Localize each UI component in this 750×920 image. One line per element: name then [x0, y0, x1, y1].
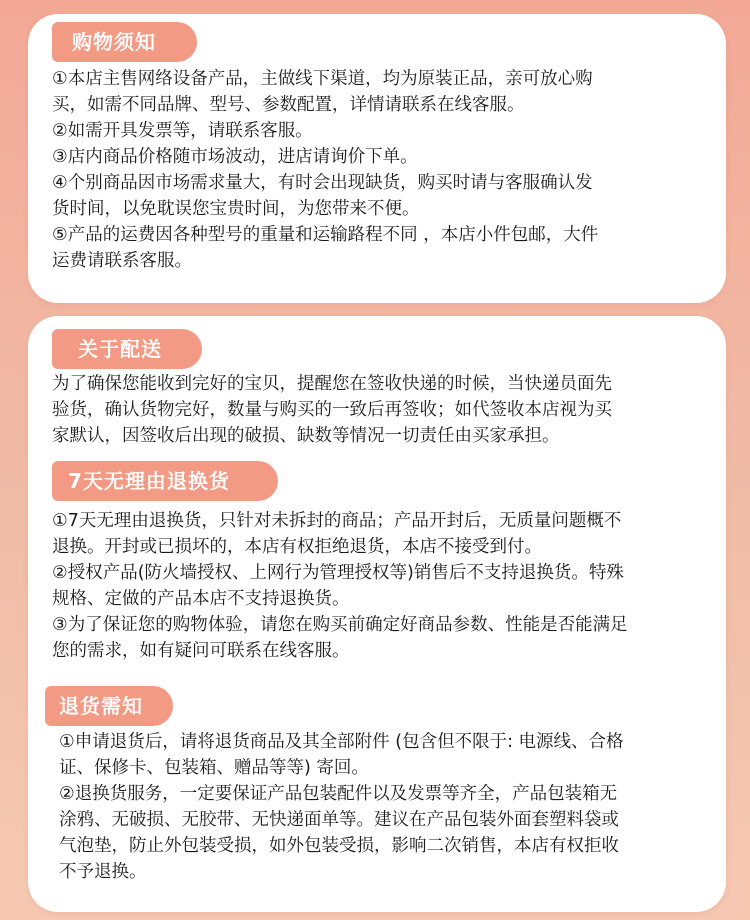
text-line: ⑤产品的运费因各种型号的重量和运输路程不同 ，本店小件包邮，大件	[52, 225, 599, 245]
text-line: 您的需求，如有疑问可联系在线客服。	[52, 641, 350, 661]
text-line: ③为了保证您的购物体验，请您在购买前确定好商品参数、性能是否能满足	[52, 615, 628, 635]
text-line: ①本店主售网络设备产品，主做线下渠道，均为原装正品，亲可放心购	[52, 69, 593, 89]
seven-day-return-title: 7天无理由退换货	[52, 461, 278, 501]
text-line: 为了确保您能收到完好的宝贝，提醒您在签收快递的时候，当快递员面先	[52, 374, 612, 394]
text-line: ①申请退货后，请将退货商品及其全部附件 (包含但不限于: 电源线、合格	[59, 732, 624, 752]
text-line: 运费请联系客服。	[52, 251, 192, 271]
text-line: 退换。开封或已损坏的，本店有权拒绝退货，本店不接受到付。	[52, 537, 542, 557]
delivery-text	[52, 371, 612, 449]
text-line: 涂鸦、无破损、无胶带、无快递面单等。建议在产品包装外面套塑料袋或	[59, 810, 619, 830]
text-line: 证、保修卡、包装箱、赠品等等) 寄回。	[59, 758, 369, 778]
text-line: ②退换货服务，一定要保证产品包装配件以及发票等齐全，产品包装箱无	[59, 784, 618, 804]
text-line: ②如需开具发票等，请联系客服。	[52, 121, 313, 141]
text-line: 买，如需不同品牌、型号、参数配置，详情请联系在线客服。	[52, 95, 525, 115]
text-line: ②授权产品(防火墙授权、上网行为管理授权等)销售后不支持退换货。特殊	[52, 563, 624, 583]
text-line: 气泡垫，防止外包装受损，如外包装受损，影响二次销售，本店有权拒收	[59, 836, 619, 856]
text-line: ④个别商品因市场需求量大，有时会出现缺货，购买时请与客服确认发	[52, 173, 593, 193]
return-notice-text	[59, 729, 624, 885]
shopping-notice-title: 购物须知	[52, 22, 197, 62]
shopping-notice-text	[52, 66, 598, 274]
text-line: 验货，确认货物完好，数量与购买的一致后再签收；如代签收本店视为买	[52, 400, 612, 420]
text-line: ③店内商品价格随市场波动，进店请询价下单。	[52, 147, 418, 167]
text-line: 家默认，因签收后出现的破损、缺数等情况一切责任由买家承担。	[52, 426, 560, 446]
text-line: 规格、定做的产品本店不支持退换货。	[52, 589, 350, 609]
return-notice-title: 退货需知	[45, 686, 173, 726]
text-line: 货时间，以免耽误您宝贵时间，为您带来不便。	[52, 199, 420, 219]
text-line: ①7天无理由退换货，只针对未拆封的商品；产品开封后，无质量问题概不	[52, 511, 622, 531]
delivery-title: 关于配送	[52, 329, 202, 369]
text-line: 不予退换。	[59, 862, 147, 882]
seven-day-return-text	[52, 508, 628, 664]
